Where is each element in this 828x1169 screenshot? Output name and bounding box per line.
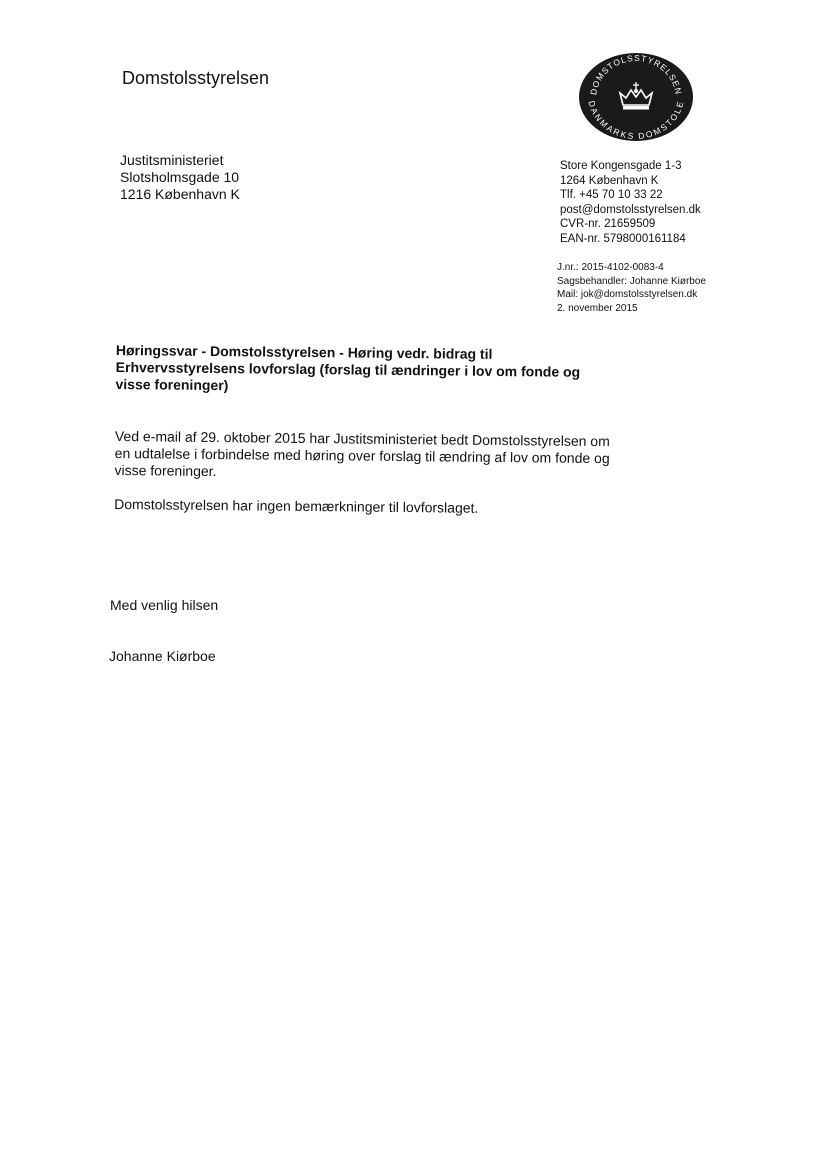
contact-email: post@domstolsstyrelsen.dk — [560, 203, 701, 216]
handler-mail: Mail: jok@domstolsstyrelsen.dk — [557, 289, 698, 300]
case-handler: Sagsbehandler: Johanne Kiørboe — [557, 275, 706, 287]
sender-contact-block — [560, 159, 701, 246]
contact-ean: EAN-nr. 5798000161184 — [560, 232, 686, 245]
seal-top-text: DOMSTOLSSTYRELSEN — [588, 52, 684, 96]
body-paragraph-1: Ved e-mail af 29. oktober 2015 har Justitsministeriet bedt Domstolsstyrelsen om en udtalelse i forbindelse med høring over forslag til ændring af lov om fonde og visse foreninger. — [114, 428, 610, 480]
case-meta-block — [557, 261, 706, 315]
body-paragraph-2: Domstolsstyrelsen har ingen bemærkninger til lovforslaget. — [114, 495, 479, 516]
letter-subject: Høringssvar - Domstolsstyrelsen - Høring vedr. bidrag til Erhvervsstyrelsens lovforslag (forslag til ændringer i lov om fonde og visse foreninger) — [115, 342, 581, 394]
closing-phrase: Med venlig hilsen — [110, 597, 219, 613]
seal-bottom-text: DANMARKS DOMSTOLE — [586, 99, 686, 142]
journal-number: J.nr.: 2015-4102-0083-4 — [557, 262, 664, 273]
recipient-street: Slotsholmsgade 10 — [120, 169, 240, 185]
domstolsstyrelsen-logo — [578, 52, 694, 142]
crown-seal-icon — [578, 52, 694, 142]
letter-body — [114, 428, 615, 535]
contact-street: Store Kongensgade 1-3 — [560, 160, 682, 172]
sender-name: Domstolsstyrelsen — [122, 68, 270, 88]
signature-name: Johanne Kiørboe — [109, 648, 216, 664]
recipient-name: Justitsministeriet — [120, 152, 224, 168]
letter-date: 2. november 2015 — [557, 302, 638, 314]
contact-cvr: CVR-nr. 21659509 — [560, 218, 656, 230]
recipient-city: 1216 København K — [120, 186, 240, 202]
contact-phone: Tlf. +45 70 10 33 22 — [560, 189, 663, 201]
contact-city: 1264 København K — [560, 174, 659, 187]
recipient-address — [120, 152, 240, 203]
